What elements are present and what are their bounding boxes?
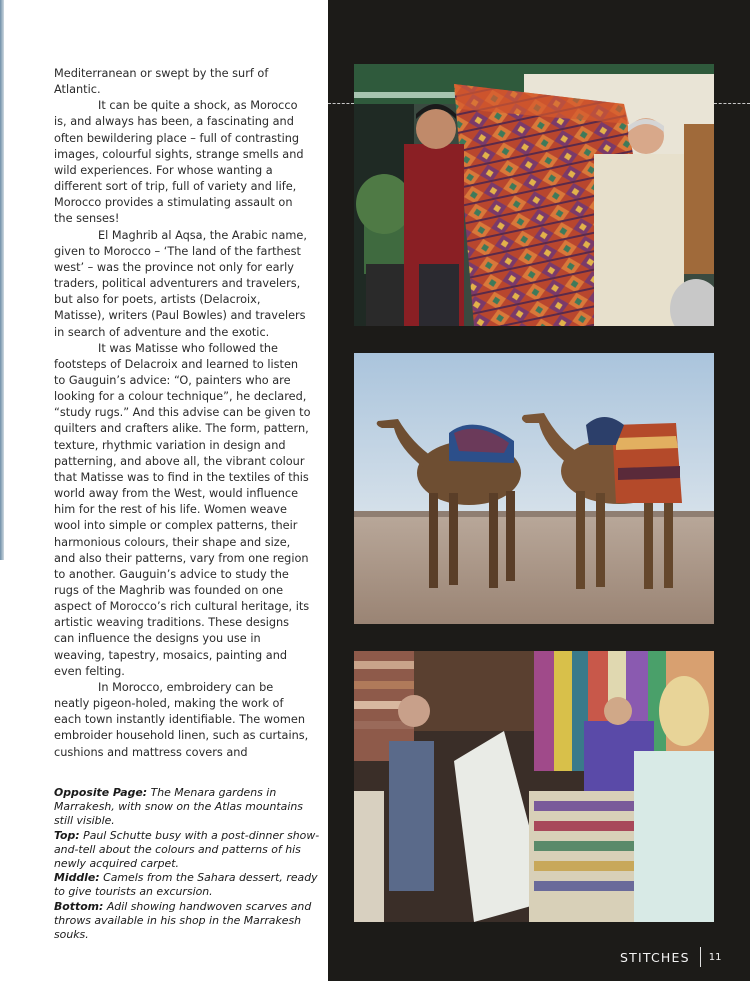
article-paragraph: El Maghrib al Aqsa, the Arabic name, given to Morocco – ‘The land of the farthest west’ – was the province not only for early traders, political adventurers and travelers, but also for poets, artists (Delacroix, Matisse), writers (Paul Bowles) and travelers in search of adventure and the exotic.: [54, 228, 307, 339]
article-paragraph: It can be quite a shock, as Morocco is, and always has been, a fascinating and often bewildering place – full of contrasting images, colourful sights, strange smells and wild experiences. For whose wanting a different sort of trip, full of variety and life, Morocco provides a stimulating assault on the senses!: [54, 99, 304, 226]
caption-opposite-page: [54, 786, 324, 829]
adjacent-page-edge: [0, 0, 4, 560]
footer-divider: [700, 947, 701, 967]
caption-label: Bottom:: [54, 899, 104, 913]
caption-text: Paul Schutte busy with a post-dinner show-and-tell about the colours and patterns of his newly acquired carpet.: [54, 828, 320, 871]
dashed-rule-left: [328, 103, 354, 104]
caption-top: [54, 829, 324, 872]
photo-captions: [54, 786, 324, 942]
page-number: 11: [708, 951, 722, 963]
magazine-title: STITCHES: [620, 949, 690, 965]
article-paragraph: In Morocco, embroidery can be neatly pigeon-holed, making the work of each town instantly identifiable. The women embroider household linen, such as curtains, cushions and mattress covers and: [54, 680, 309, 759]
dashed-rule-right: [714, 103, 750, 104]
caption-label: Opposite Page:: [54, 786, 148, 799]
photo-souk-shop: [354, 651, 714, 922]
article-body: [54, 66, 312, 761]
caption-text: The Menara gardens in Marrakesh, with snow on the Atlas mountains still visible.: [54, 786, 303, 828]
caption-label: Middle:: [54, 871, 100, 885]
caption-middle: [54, 871, 324, 899]
caption-text: Camels from the Sahara dessert, ready to give tourists an excursion.: [54, 871, 318, 899]
photo-carpet-show: [354, 64, 714, 326]
article-paragraph: It was Matisse who followed the footsteps of Delacroix and learned to listen to Gauguin’s advice: “O, painters who are looking for a colour technique”, he declared, “study rugs.” And this advise can be given to quilters and crafters alike. The form, pattern, texture, rhythmic variation in design and patterning, and above all, the vibrant colour that Matisse was to find in the textiles of this world away from the West, would influence him for the rest of his life. Women weave wool into simple or complex patterns, their harmonious colours, their shape and size, and also their patterns, vary from one region to another. Gauguin’s advice to study the rugs of the Maghrib was founded on one aspect of Morocco’s rich cultural heritage, its artistic weaving traditions. These designs can influence the designs you use in weaving, tapestry, mosaics, painting and even felting.: [54, 341, 311, 678]
caption-label: Top:: [54, 828, 80, 842]
page-footer: [620, 944, 721, 970]
caption-text: Adil showing handwoven scarves and throws available in his shop in the Marrakesh souks.: [54, 899, 312, 942]
caption-bottom: [54, 900, 324, 943]
article-paragraph: Mediterranean or swept by the surf of Atlantic.: [54, 67, 269, 97]
photo-camels: [354, 353, 714, 624]
